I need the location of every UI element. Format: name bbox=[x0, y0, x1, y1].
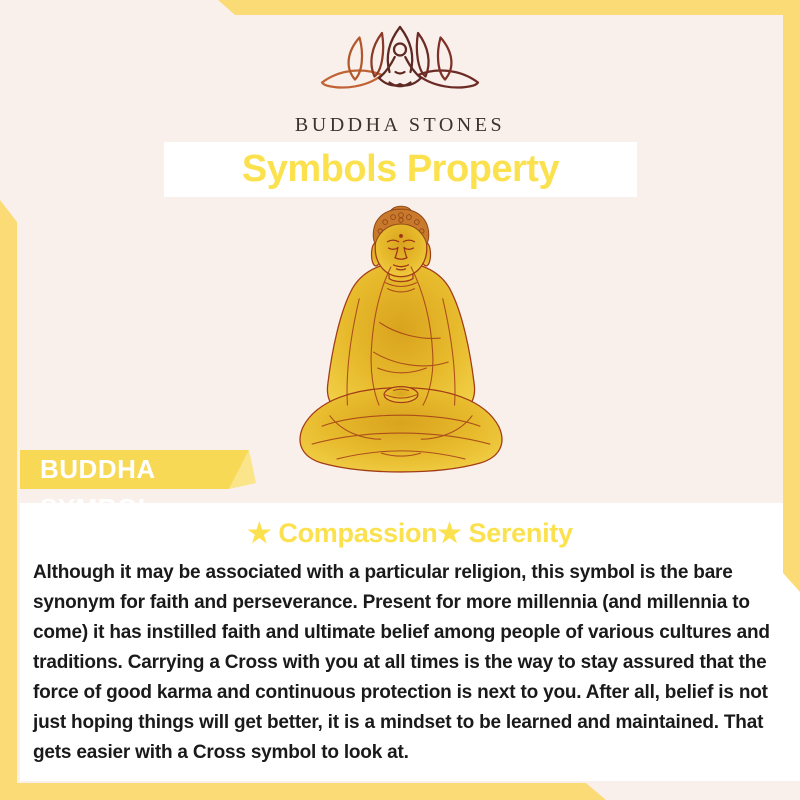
content-panel bbox=[20, 503, 800, 781]
frame-right-bar bbox=[783, 14, 800, 592]
category-ribbon bbox=[20, 450, 256, 523]
brand-name: BUDDHA STONES bbox=[294, 114, 506, 136]
title-banner bbox=[164, 142, 637, 197]
heading-compassion: ★ Compassion bbox=[247, 518, 438, 548]
description-paragraph: Although it may be associated with a particular religion, this symbol is the bare synonym for faith and perseverance. Present for more millennia (and millennia to come) it has instilled faith and ultimate belief among people of various cultures and traditions. Carrying a Cross with you at all times is the way to stay assured that the force of good karma and continuous protection is next to you. After all, belief is not just hoping things will get better, it is a mindset to be learned and maintained. That gets easier with a Cross symbol to look at. bbox=[33, 562, 770, 763]
ribbon-label: BUDDHA SYMBOL bbox=[40, 454, 155, 523]
title-banner-label: Symbols Property bbox=[241, 148, 560, 190]
frame-top-bar bbox=[218, 0, 800, 15]
frame-left-bar bbox=[0, 200, 17, 800]
golden-buddha-statue-icon bbox=[282, 203, 520, 491]
heading-serenity: ★ Serenity bbox=[437, 518, 573, 548]
lotus-meditation-logo-icon bbox=[290, 24, 510, 114]
frame-bottom-bar bbox=[0, 783, 606, 800]
